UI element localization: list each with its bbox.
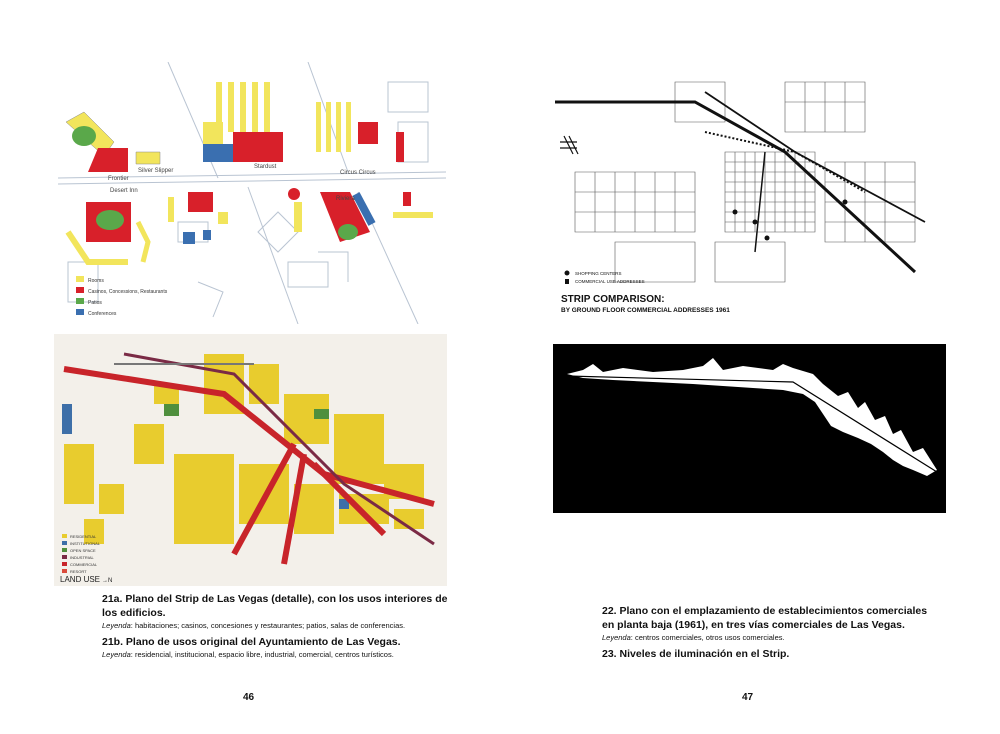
legend-label: Leyenda [102, 650, 131, 659]
building [183, 232, 195, 244]
caption-21b-title: 21b. Plano de usos original del Ayuntamiento de Las Vegas. [102, 636, 401, 648]
caption-21a-legend [102, 620, 450, 631]
legend-resort: RESORT [70, 569, 87, 574]
figure-22-legend [565, 271, 645, 285]
legend-institutional: INSTITUTIONAL [70, 541, 101, 546]
legend-rooms: Rooms [88, 278, 104, 284]
caption-22-title: 22. Plano con el emplazamiento de establecimientos comerciales en planta baja (1961), en tres vías comerciales de Las Vegas. [602, 605, 928, 631]
building [203, 230, 211, 240]
building [188, 192, 213, 212]
label-silver-slipper: Silver Slipper [138, 168, 174, 174]
legend-text: : habitaciones; casinos, concesiones y restaurantes; patios, salas de conferencias. [130, 621, 406, 630]
caption-21a-title: 21a. Plano del Strip de Las Vegas (detalle), con los usos interiores de los edificios. [102, 593, 448, 619]
institutional-block [62, 404, 72, 434]
legend-conferences: Conferences [88, 311, 117, 317]
illumination-profile [567, 358, 937, 476]
page-number-left: 46 [243, 692, 255, 703]
figure-21a-strip-plan [58, 62, 446, 324]
legend-residential: RESIDENTIAL [70, 534, 97, 539]
north-arrow: →N [102, 578, 113, 584]
north-marker [560, 136, 578, 154]
legend-commercial: COMMERCIAL [70, 562, 98, 567]
legend-text: : centros comerciales, otros usos comerciales. [630, 633, 785, 642]
desert-inn-complex [68, 202, 148, 262]
shopping-centers [733, 200, 848, 241]
label-desert-inn: Desert Inn [110, 188, 138, 194]
figure-22-subtitle: BY GROUND FLOOR COMMERCIAL ADDRESSES 1961 [561, 307, 730, 314]
open-space [164, 404, 179, 416]
label-riviera: Riviera [336, 196, 355, 202]
map-title-land-use: LAND USE [60, 575, 101, 584]
legend-shopping-centers: SHOPPING CENTERS [575, 271, 622, 276]
captions-right [602, 604, 942, 661]
legend-casinos: Casinos, Concessions, Restaurants [88, 289, 168, 295]
figure-23-illumination-levels [553, 344, 946, 513]
caption-22-legend [602, 632, 942, 643]
caption-21b-legend [102, 649, 450, 660]
figure-22-strip-comparison [555, 62, 944, 324]
captions-left [102, 592, 450, 664]
caption-23-title: 23. Niveles de iluminación en el Strip. [602, 648, 790, 660]
figure-21b-land-use-map [54, 334, 447, 586]
legend-industrial: INDUSTRIAL [70, 555, 94, 560]
label-circus-circus: Circus Circus [340, 170, 376, 176]
building [168, 197, 174, 222]
open-space [314, 409, 329, 419]
street-grid [575, 82, 915, 282]
legend-patios: Patios [88, 300, 102, 306]
silver-slipper [136, 152, 160, 164]
figure-22-title: STRIP COMPARISON: [561, 294, 665, 305]
figure-21a-legend [76, 276, 168, 317]
legend-label: Leyenda [102, 621, 131, 630]
legend-commercial-addresses: COMMERCIAL USE ADDRESSES [575, 279, 645, 284]
building [218, 212, 228, 224]
stardust-complex [203, 82, 283, 162]
legend-open-space: OPEN SPACE [70, 548, 96, 553]
legend-text: : residencial, institucional, espacio libre, industrial, comercial, centros turísticos. [130, 650, 394, 659]
label-stardust: Stardust [254, 164, 277, 170]
page-number-right: 47 [742, 692, 754, 703]
circus-circus-complex [316, 102, 404, 162]
label-frontier: Frontier [108, 176, 129, 182]
frontier-complex [66, 112, 128, 172]
legend-label: Leyenda [602, 633, 631, 642]
riviera-complex [288, 188, 433, 242]
